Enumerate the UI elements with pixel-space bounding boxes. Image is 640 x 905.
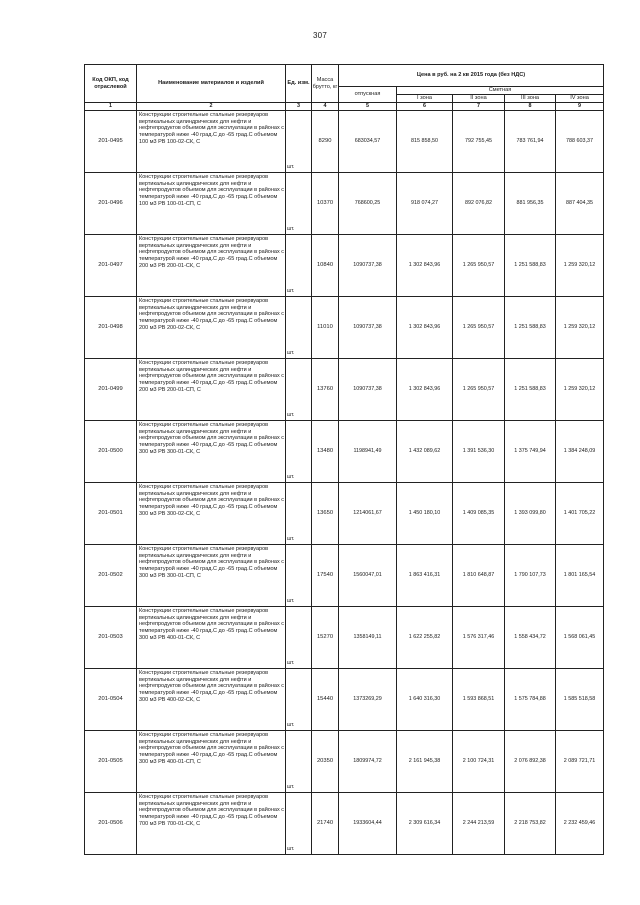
row-zone2-price: 1 576 317,46	[453, 607, 505, 669]
row-unit: шт.	[286, 669, 312, 731]
row-zone1-price: 1 640 316,30	[397, 669, 453, 731]
row-name: Конструкции строительные стальные резервуаров вертикальных цилиндрических для нефти и нефтепродуктов объемом для эксплуатации в районах с температурой ниже -40 град.С до -65 град.С объемом 300 м3 РВ 400-01-СК, С	[137, 607, 286, 669]
header-code: Код ОКП, код отраслевой	[85, 65, 137, 103]
row-name: Конструкции строительные стальные резервуаров вертикальных цилиндрических для нефти и нефтепродуктов объемом для эксплуатации в районах с температурой ниже -40 град.С до -65 град.С объемом 700 м3 РВ 700-01-СК, С	[137, 793, 286, 855]
row-zone3-price: 1 575 784,88	[505, 669, 556, 731]
table-row	[85, 483, 604, 545]
row-release-price: 1933604,44	[339, 793, 397, 855]
table-row	[85, 297, 604, 359]
row-name: Конструкции строительные стальные резервуаров вертикальных цилиндрических для нефти и нефтепродуктов объемом для эксплуатации в районах с температурой ниже -40 град.С до -65 град.С объемом 200 м3 РВ 200-02-СК, С	[137, 297, 286, 359]
row-code: 201-0495	[85, 111, 137, 173]
row-code: 201-0500	[85, 421, 137, 483]
row-zone4-price: 1 568 061,45	[556, 607, 604, 669]
row-mass: 8290	[312, 111, 339, 173]
row-mass: 20350	[312, 731, 339, 793]
row-release-price: 1090737,38	[339, 359, 397, 421]
row-zone4-price: 1 801 165,54	[556, 545, 604, 607]
row-unit: шт.	[286, 545, 312, 607]
table-row	[85, 545, 604, 607]
header-estimate: Сметная	[397, 87, 604, 95]
row-zone3-price: 2 218 753,82	[505, 793, 556, 855]
price-table	[84, 64, 604, 855]
row-code: 201-0503	[85, 607, 137, 669]
row-release-price: 1090737,38	[339, 235, 397, 297]
row-zone1-price: 815 858,50	[397, 111, 453, 173]
row-zone4-price: 1 384 248,09	[556, 421, 604, 483]
row-zone2-price: 892 076,82	[453, 173, 505, 235]
row-release-price: 683034,57	[339, 111, 397, 173]
row-name: Конструкции строительные стальные резервуаров вертикальных цилиндрических для нефти и нефтепродуктов объемом для эксплуатации в районах с температурой ниже -40 град.С до -65 град.С объемом 300 м3 РВ 400-02-СК, С	[137, 669, 286, 731]
row-release-price: 1560047,01	[339, 545, 397, 607]
row-zone4-price: 1 585 518,58	[556, 669, 604, 731]
table-row	[85, 421, 604, 483]
row-mass: 10370	[312, 173, 339, 235]
row-code: 201-0497	[85, 235, 137, 297]
table-row	[85, 607, 604, 669]
row-mass: 11010	[312, 297, 339, 359]
row-unit: шт.	[286, 793, 312, 855]
column-number: 5	[339, 103, 397, 111]
row-zone2-price: 1 265 950,57	[453, 235, 505, 297]
row-unit: шт.	[286, 731, 312, 793]
row-name: Конструкции строительные стальные резервуаров вертикальных цилиндрических для нефти и нефтепродуктов объемом для эксплуатации в районах с температурой ниже -40 град.С до -65 град.С объемом 300 м3 РВ 300-01-СП, С	[137, 545, 286, 607]
table-row	[85, 173, 604, 235]
row-unit: шт.	[286, 359, 312, 421]
row-mass: 10840	[312, 235, 339, 297]
table-row	[85, 359, 604, 421]
row-code: 201-0499	[85, 359, 137, 421]
row-zone2-price: 792 755,45	[453, 111, 505, 173]
row-release-price: 1214061,67	[339, 483, 397, 545]
header-name: Наименование материалов и изделий	[137, 65, 286, 103]
row-mass: 15440	[312, 669, 339, 731]
row-zone1-price: 918 074,27	[397, 173, 453, 235]
table-row	[85, 793, 604, 855]
column-number: 3	[286, 103, 312, 111]
row-unit: шт.	[286, 297, 312, 359]
row-unit: шт.	[286, 111, 312, 173]
row-code: 201-0498	[85, 297, 137, 359]
header-zone: II зона	[453, 95, 505, 103]
row-code: 201-0496	[85, 173, 137, 235]
row-zone1-price: 1 622 255,82	[397, 607, 453, 669]
row-zone1-price: 1 863 416,31	[397, 545, 453, 607]
header-price-group: Цена в руб. на 2 кв 2015 года (без НДС)	[339, 65, 604, 87]
row-zone3-price: 1 558 434,72	[505, 607, 556, 669]
row-zone4-price: 1 401 705,22	[556, 483, 604, 545]
column-number: 6	[397, 103, 453, 111]
row-zone3-price: 2 076 892,38	[505, 731, 556, 793]
row-name: Конструкции строительные стальные резервуаров вертикальных цилиндрических для нефти и нефтепродуктов объемом для эксплуатации в районах с температурой ниже -40 град.С до -65 град.С объемом 100 м3 РВ 100-01-СП, С	[137, 173, 286, 235]
table-row	[85, 731, 604, 793]
row-zone2-price: 1 593 868,51	[453, 669, 505, 731]
row-release-price: 1373269,29	[339, 669, 397, 731]
row-unit: шт.	[286, 607, 312, 669]
column-number: 9	[556, 103, 604, 111]
row-name: Конструкции строительные стальные резервуаров вертикальных цилиндрических для нефти и нефтепродуктов объемом для эксплуатации в районах с температурой ниже -40 град.С до -65 град.С объемом 300 м3 РВ 400-01-СП, С	[137, 731, 286, 793]
row-release-price: 1198941,49	[339, 421, 397, 483]
row-zone4-price: 2 089 721,71	[556, 731, 604, 793]
row-zone2-price: 1 265 950,57	[453, 359, 505, 421]
row-zone3-price: 881 956,35	[505, 173, 556, 235]
row-code: 201-0504	[85, 669, 137, 731]
row-name: Конструкции строительные стальные резервуаров вертикальных цилиндрических для нефти и нефтепродуктов объемом для эксплуатации в районах с температурой ниже -40 град.С до -65 град.С объемом 100 м3 РВ 100-02-СК, С	[137, 111, 286, 173]
row-code: 201-0502	[85, 545, 137, 607]
row-zone1-price: 1 302 843,96	[397, 359, 453, 421]
column-number: 2	[137, 103, 286, 111]
header-zone: I зона	[397, 95, 453, 103]
row-zone3-price: 1 251 588,83	[505, 359, 556, 421]
header-unit: Ед. изм.	[286, 65, 312, 103]
row-unit: шт.	[286, 173, 312, 235]
row-code: 201-0506	[85, 793, 137, 855]
row-zone3-price: 1 251 588,83	[505, 297, 556, 359]
row-zone2-price: 1 409 085,35	[453, 483, 505, 545]
row-zone3-price: 783 761,94	[505, 111, 556, 173]
header-row-1	[85, 65, 604, 87]
row-zone3-price: 1 251 588,83	[505, 235, 556, 297]
row-zone4-price: 887 404,35	[556, 173, 604, 235]
row-release-price: 768600,25	[339, 173, 397, 235]
row-code: 201-0501	[85, 483, 137, 545]
row-unit: шт.	[286, 235, 312, 297]
column-number: 1	[85, 103, 137, 111]
row-unit: шт.	[286, 483, 312, 545]
row-zone4-price: 1 259 320,12	[556, 359, 604, 421]
row-mass: 13760	[312, 359, 339, 421]
row-code: 201-0505	[85, 731, 137, 793]
row-zone4-price: 788 603,37	[556, 111, 604, 173]
row-zone3-price: 1 790 107,73	[505, 545, 556, 607]
row-zone2-price: 2 100 724,31	[453, 731, 505, 793]
row-name: Конструкции строительные стальные резервуаров вертикальных цилиндрических для нефти и нефтепродуктов объемом для эксплуатации в районах с температурой ниже -40 град.С до -65 град.С объемом 300 м3 РВ 300-01-СК, С	[137, 421, 286, 483]
row-zone1-price: 1 450 180,10	[397, 483, 453, 545]
row-unit: шт.	[286, 421, 312, 483]
row-zone4-price: 1 259 320,12	[556, 235, 604, 297]
row-zone3-price: 1 375 749,94	[505, 421, 556, 483]
row-release-price: 1809974,72	[339, 731, 397, 793]
row-mass: 21740	[312, 793, 339, 855]
column-number: 4	[312, 103, 339, 111]
header-zone: IV зона	[556, 95, 604, 103]
table-row	[85, 111, 604, 173]
row-zone2-price: 2 244 213,59	[453, 793, 505, 855]
row-mass: 13480	[312, 421, 339, 483]
row-zone4-price: 1 259 320,12	[556, 297, 604, 359]
row-zone2-price: 1 810 648,87	[453, 545, 505, 607]
row-mass: 15270	[312, 607, 339, 669]
table-row	[85, 235, 604, 297]
table-row	[85, 669, 604, 731]
row-zone2-price: 1 265 950,57	[453, 297, 505, 359]
row-zone4-price: 2 232 459,46	[556, 793, 604, 855]
row-release-price: 1358149,11	[339, 607, 397, 669]
column-number: 8	[505, 103, 556, 111]
row-zone1-price: 1 432 089,62	[397, 421, 453, 483]
column-number: 7	[453, 103, 505, 111]
row-zone2-price: 1 391 536,30	[453, 421, 505, 483]
row-zone1-price: 2 309 616,34	[397, 793, 453, 855]
header-mass: Масса брутто, кг	[312, 65, 339, 103]
row-zone1-price: 2 161 945,38	[397, 731, 453, 793]
page-number: 307	[313, 31, 327, 40]
row-zone1-price: 1 302 843,96	[397, 297, 453, 359]
row-zone3-price: 1 393 099,80	[505, 483, 556, 545]
row-mass: 17540	[312, 545, 339, 607]
row-name: Конструкции строительные стальные резервуаров вертикальных цилиндрических для нефти и нефтепродуктов объемом для эксплуатации в районах с температурой ниже -40 град.С до -65 град.С объемом 200 м3 РВ 200-01-СК, С	[137, 235, 286, 297]
row-name: Конструкции строительные стальные резервуаров вертикальных цилиндрических для нефти и нефтепродуктов объемом для эксплуатации в районах с температурой ниже -40 град.С до -65 град.С объемом 200 м3 РВ 200-01-СП, С	[137, 359, 286, 421]
column-number-row	[85, 103, 604, 111]
header-release: отпускная	[339, 87, 397, 103]
row-name: Конструкции строительные стальные резервуаров вертикальных цилиндрических для нефти и нефтепродуктов объемом для эксплуатации в районах с температурой ниже -40 град.С до -65 град.С объемом 300 м3 РВ 300-02-СК, С	[137, 483, 286, 545]
row-mass: 13650	[312, 483, 339, 545]
row-zone1-price: 1 302 843,96	[397, 235, 453, 297]
header-zone: III зона	[505, 95, 556, 103]
row-release-price: 1090737,38	[339, 297, 397, 359]
